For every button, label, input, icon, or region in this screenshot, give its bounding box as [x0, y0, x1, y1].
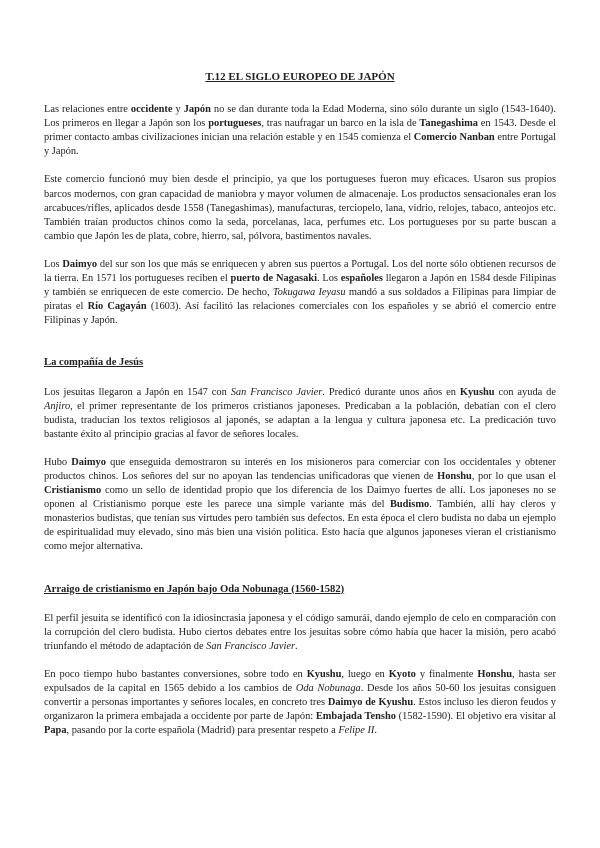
paragraph-conversions: En poco tiempo hubo bastantes conversiones, sobre todo en Kyushu, luego en Kyoto y finalmente Honshu, hasta ser expulsados de la capital en 1565 debido a los cambios de Oda Nobunaga. Desde los años 50-60 los jesuitas consiguen convertir a personas importantes y señores locales, en concreto tres Daimyo de Kyushu. Estos incluso les dieron feudos y organizaron la primera embajada a occidente por parte de Japón: Embajada Tensho (1582-1590). El objetivo era visitar al Papa, pasando por la corte española (Madrid) para presentar respeto a Felipe II.	[44, 668, 557, 737]
paragraph-commerce: Este comercio funcionó muy bien desde el principio, ya que los portugueses fueron muy eficaces. Usaron sus propios barcos modernos, con gran capacidad de maniobra y mayor volumen de almacenaje. Los productos sensacionales eran los arcabuces/rifles, aplicados desde 1558 (Tanegashimas), manufacturas, terciopelo, lana, vidrio, relojes, tabaco, anteojos etc. También traían productos chinos como la seda, porcelanas, laca, perfumes etc. Los portugueses por su parte buscan a cambio que Japón les de plata, cobre, hierro, sal, pólvora, bastimentos navales.	[44, 174, 556, 242]
paragraph-intro: Las relaciones entre occidente y Japón no se dan durante toda la Edad Moderna, sino sólo durante un siglo (1543-1640). Los primeros en llegar a Japón son los portugueses, tras naufragar un barco en la isla de Tanegashima en 1543. Desde el primer contacto ambas civilizaciones inician una relación estable y en 1545 comienza el Comercio Nanban entre Portugal y Japón.	[44, 104, 556, 158]
paragraph-jesuit-profile: El perfil jesuita se identificó con la idiosincrasia japonesa y el código samurái, dando ejemplo de celo en comparación con la corrupción del clero budista. Hubo ciertos debates entre los jesuitas sobre cómo había que hacer la misión, pero acabó triunfando el método de adaptación de San Francisco Javier.	[44, 612, 556, 652]
page-title: T.12 EL SIGLO EUROPEO DE JAPÓN	[205, 71, 395, 83]
section-heading-oda: Arraigo de cristianismo en Japón bajo Oda Nobunaga (1560-1582)	[44, 583, 345, 595]
paragraph-jesuits: Los jesuitas llegaron a Japón en 1547 con San Francisco Javier. Predicó durante unos años en Kyushu con ayuda de Anjiro, el primer representante de los primeros cristianos japoneses. Predicaban a la población, debatían con el clero budista, traducían los textos religiosos al japonés, se adaptan a la lengua y cultura japonesa etc. La predicación tuvo bastante éxito al principio gracias al favor de señores locales.	[44, 386, 556, 440]
paragraph-daimyo-missionaries: Hubo Daimyo que enseguida demostraron su interés en los misioneros para comerciar con los occidentales y obtener productos chinos. Los señores del sur no apoyan las tendencias unificadoras que vienen de Honshu, por lo que usan el Cristianismo como un sello de identidad propio que los diferencia de los Daimyo fuertes de allí. Los japoneses no se oponen al Cristianismo porque este les parece una simple variante más del Budismo. También, allí hay cleros y monasterios budistas, que tenían sus virtudes pero también sus defectos. En esta época el clero budista no daba un ejemplo de espiritualidad muy elevado, sino más bien una visión política. Esto hacía que algunos japoneses vieran el cristianismo como mejor alternativa.	[44, 456, 556, 553]
section-heading-jesus: La compañía de Jesús	[44, 357, 144, 369]
paragraph-daimyo: Los Daimyo del sur son los que más se enriquecen y abren sus puertos a Portugal. Los del norte sólo obtienen recursos de la tierra. En 1571 los portugueses reciben el puerto de Nagasaki. Los españoles llegaron a Japón en 1584 desde Filipinas y también se enriquecen de este comercio. De hecho, Tokugawa Ieyasu mandó a sus soldados a Filipinas para limpiar de piratas el Río Cagayán (1603). Así facilitó las relaciones comerciales con los españoles y se abrió el comercio entre Filipinas y Japón.	[44, 258, 557, 327]
